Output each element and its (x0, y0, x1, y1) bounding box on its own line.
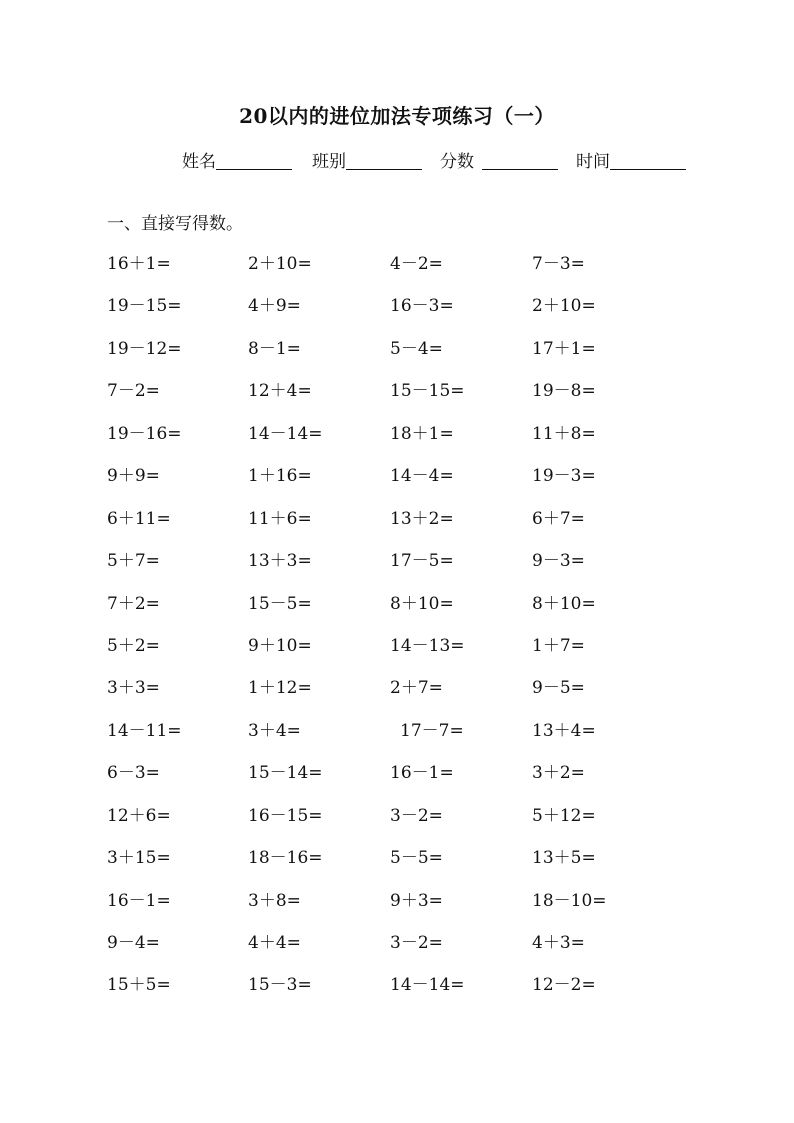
problem-item: 5＋2= (107, 635, 160, 656)
problem-item: 5＋7= (107, 551, 160, 572)
problem-item: 9＋10= (248, 635, 312, 656)
problem-item: 4＋9= (248, 296, 301, 317)
problem-item: 5＋12= (532, 805, 596, 826)
problem-row (107, 251, 707, 293)
problem-item: 16－1= (107, 890, 171, 911)
problem-item: 16＋1= (107, 254, 171, 274)
class-field[interactable] (312, 147, 422, 172)
problem-item: 13＋3= (248, 551, 312, 572)
problem-item: 1＋7= (532, 635, 585, 656)
problem-item: 15－3= (248, 975, 312, 996)
problem-item: 19－8= (532, 381, 596, 402)
time-blank[interactable] (610, 151, 686, 170)
problem-row (107, 378, 707, 420)
problem-row (107, 293, 707, 335)
score-blank[interactable] (482, 151, 558, 170)
problem-grid (107, 251, 707, 1015)
problem-item: 8＋10= (390, 593, 454, 614)
problem-item: 6＋7= (532, 508, 585, 529)
problem-item: 15＋5= (107, 975, 171, 996)
problem-item: 17＋1= (532, 338, 596, 359)
problem-item: 1＋16= (248, 466, 312, 487)
problem-item: 14－11= (107, 720, 182, 741)
class-blank[interactable] (346, 151, 422, 170)
problem-item: 6＋11= (107, 508, 171, 529)
problem-item: 3＋2= (532, 763, 585, 784)
problem-item: 9－3= (532, 551, 585, 572)
problem-item: 14－13= (390, 635, 465, 656)
problem-row (107, 718, 707, 760)
problem-item: 3＋4= (248, 720, 301, 741)
problem-item: 4－2= (390, 254, 443, 274)
problem-item: 13＋5= (532, 848, 596, 869)
problem-item: 8－1= (248, 338, 301, 359)
problem-item: 19－12= (107, 338, 182, 359)
problem-item: 16－15= (248, 805, 323, 826)
problem-item: 6－3= (107, 763, 160, 784)
problem-item: 19－16= (107, 423, 182, 444)
problem-item: 18－16= (248, 848, 323, 869)
problem-item: 2＋7= (390, 678, 443, 699)
score-label: 分数 (440, 152, 474, 172)
problem-item: 15－15= (390, 381, 465, 402)
problem-row (107, 463, 707, 505)
problem-item: 12＋6= (107, 805, 171, 826)
problem-row (107, 591, 707, 633)
problem-item: 14－14= (390, 975, 465, 996)
problem-item: 4＋4= (248, 933, 301, 953)
section-heading: 一、直接写得数。 (107, 214, 243, 234)
problem-row (107, 930, 707, 972)
problem-item: 17－7= (400, 720, 464, 741)
problem-row (107, 760, 707, 802)
problem-item: 17－5= (390, 551, 454, 572)
problem-item: 15－5= (248, 593, 312, 614)
problem-row (107, 421, 707, 463)
problem-item: 15－14= (248, 763, 323, 784)
problem-item: 9＋3= (390, 890, 443, 911)
problem-item: 14－4= (390, 466, 454, 487)
problem-row (107, 888, 707, 930)
name-label: 姓名 (182, 152, 216, 172)
problem-item: 3＋3= (107, 678, 160, 699)
score-field[interactable] (440, 147, 558, 172)
problem-item: 16－3= (390, 296, 454, 317)
time-field[interactable] (576, 147, 686, 172)
problem-item: 14－14= (248, 423, 323, 444)
problem-item: 9＋9= (107, 466, 160, 487)
problem-item: 3－2= (390, 933, 443, 953)
problem-item: 11＋8= (532, 423, 596, 444)
problem-item: 7－3= (532, 254, 585, 274)
problem-row (107, 803, 707, 845)
problem-item: 11＋6= (248, 508, 312, 529)
problem-item: 13＋4= (532, 720, 596, 741)
problem-item: 9－5= (532, 678, 585, 699)
problem-row (107, 506, 707, 548)
problem-item: 9－4= (107, 933, 160, 953)
problem-item: 3＋15= (107, 848, 171, 869)
name-field[interactable] (182, 147, 292, 172)
class-label: 班别 (312, 152, 346, 172)
problem-item: 8＋10= (532, 593, 596, 614)
name-blank[interactable] (216, 151, 292, 170)
problem-row (107, 336, 707, 378)
problem-item: 18－10= (532, 890, 607, 911)
problem-item: 7＋2= (107, 593, 160, 614)
worksheet-title: 20以内的进位加法专项练习（一） (239, 104, 555, 128)
problem-item: 5－4= (390, 338, 443, 359)
problem-item: 13＋2= (390, 508, 454, 529)
problem-item: 2＋10= (532, 296, 596, 317)
problem-item: 1＋12= (248, 678, 312, 699)
problem-item: 12＋4= (248, 381, 312, 402)
problem-item: 4＋3= (532, 933, 585, 953)
problem-row (107, 972, 707, 1014)
problem-item: 16－1= (390, 763, 454, 784)
problem-item: 18＋1= (390, 423, 454, 444)
problem-row (107, 633, 707, 675)
problem-item: 7－2= (107, 381, 160, 402)
problem-row (107, 548, 707, 590)
problem-item: 12－2= (532, 975, 596, 996)
problem-item: 3－2= (390, 805, 443, 826)
problem-item: 2＋10= (248, 254, 312, 274)
problem-item: 19－3= (532, 466, 596, 487)
problem-item: 5－5= (390, 848, 443, 869)
problem-row (107, 845, 707, 887)
problem-item: 19－15= (107, 296, 182, 317)
problem-row (107, 675, 707, 717)
problem-item: 3＋8= (248, 890, 301, 911)
time-label: 时间 (576, 152, 610, 172)
